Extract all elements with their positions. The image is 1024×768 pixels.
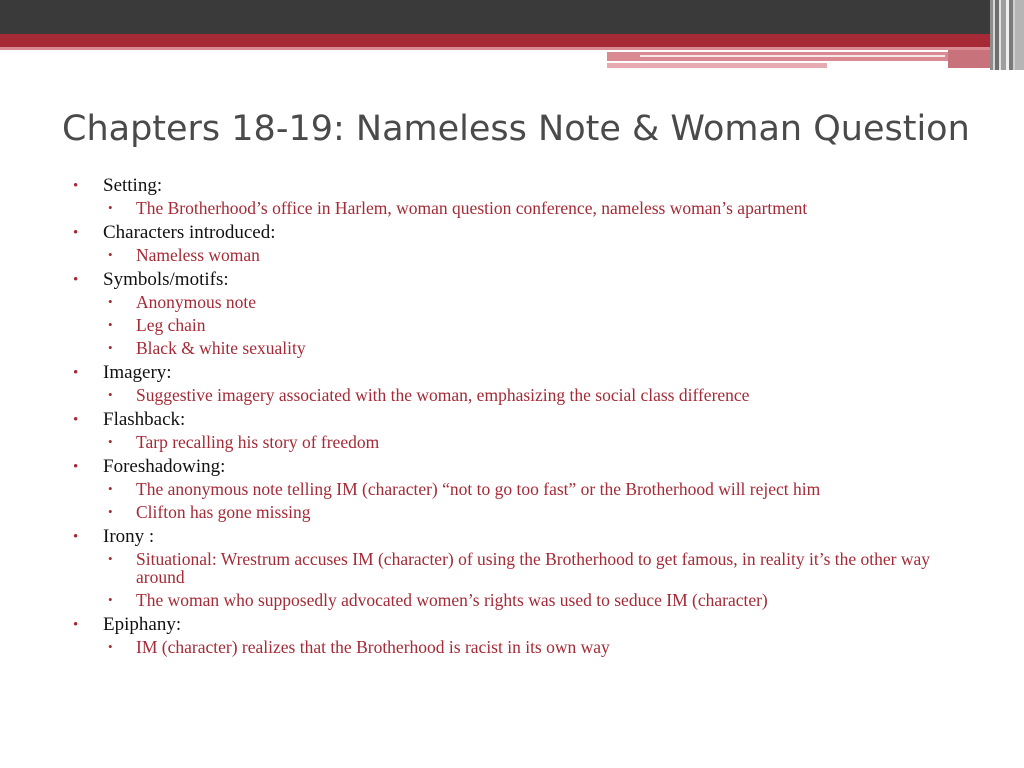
bullet-heading [72,222,972,244]
bullet-heading-text: Imagery: [103,362,172,383]
bullet-heading-text: Foreshadowing: [103,456,226,477]
bullet-heading [72,614,972,636]
bullet-heading [72,526,972,548]
sub-bullet-item [72,339,972,357]
sub-bullet-icon: • [108,551,113,566]
sub-bullet-text: The Brotherhood’s office in Harlem, woman question conference, nameless woman’s apartment [136,198,808,218]
bullet-icon: • [73,272,79,288]
header-stripes [990,0,1024,70]
sub-bullet-text: Clifton has gone missing [136,502,311,522]
sub-bullet-item [72,503,972,521]
sub-bullet-text: IM (character) realizes that the Brotherhood is racist in its own way [136,637,610,657]
header-dark-band [0,0,1024,34]
sub-bullet-icon: • [108,639,113,654]
bullet-icon: • [73,617,79,633]
sub-bullet-item [72,293,972,311]
bullet-icon: • [73,178,79,194]
sub-bullet-text: Anonymous note [136,292,257,312]
sub-bullet-item [72,638,972,656]
sub-bullet-item [72,480,972,498]
bullet-icon: • [73,412,79,428]
bullet-icon: • [73,365,79,381]
sub-bullet-icon: • [108,481,113,496]
header-accent-bar-lower [607,63,827,68]
bullet-heading-text: Characters introduced: [103,222,276,243]
sub-bullet-item [72,550,972,586]
sub-bullet-icon: • [108,340,113,355]
sub-bullet-text: Leg chain [136,315,206,335]
bullet-heading-text: Flashback: [103,409,186,430]
sub-bullet-icon: • [108,200,113,215]
sub-bullet-item [72,591,972,609]
bullet-icon: • [73,529,79,545]
slide-title: Chapters 18-19: Nameless Note & Woman Question [62,109,970,149]
sub-bullet-icon: • [108,387,113,402]
bullet-icon: • [73,225,79,241]
sub-bullet-text: The woman who supposedly advocated women’s rights was used to seduce IM (character) [136,590,768,610]
sub-bullet-item [72,199,972,217]
sub-bullet-icon: • [108,317,113,332]
bullet-list [72,172,972,661]
bullet-heading-text: Setting: [103,175,163,196]
bullet-icon: • [73,459,79,475]
sub-bullet-item [72,386,972,404]
bullet-heading [72,269,972,291]
sub-bullet-text: Situational: Wrestrum accuses IM (character) of using the Brotherhood to get famous, in reality it’s the other way around [136,549,931,587]
sub-bullet-text: Black & white sexuality [136,338,306,358]
sub-bullet-item [72,433,972,451]
sub-bullet-text: The anonymous note telling IM (character) “not to go too fast” or the Brotherhood will reject him [136,479,821,499]
bullet-heading [72,175,972,197]
sub-bullet-icon: • [108,434,113,449]
sub-bullet-item [72,246,972,264]
sub-bullet-icon: • [108,294,113,309]
header-pink-line [0,47,1024,50]
sub-bullet-text: Nameless woman [136,245,260,265]
bullet-heading-text: Symbols/motifs: [103,269,229,290]
header-accent-highlight [640,55,945,57]
bullet-heading [72,362,972,384]
sub-bullet-icon: • [108,504,113,519]
bullet-heading [72,409,972,431]
sub-bullet-icon: • [108,247,113,262]
sub-bullet-text: Suggestive imagery associated with the woman, emphasizing the social class difference [136,385,750,405]
sub-bullet-text: Tarp recalling his story of freedom [136,432,380,452]
header-red-band [0,34,1024,47]
bullet-heading-text: Irony : [103,526,155,547]
bullet-heading [72,456,972,478]
bullet-heading-text: Epiphany: [103,614,182,635]
sub-bullet-icon: • [108,592,113,607]
sub-bullet-item [72,316,972,334]
